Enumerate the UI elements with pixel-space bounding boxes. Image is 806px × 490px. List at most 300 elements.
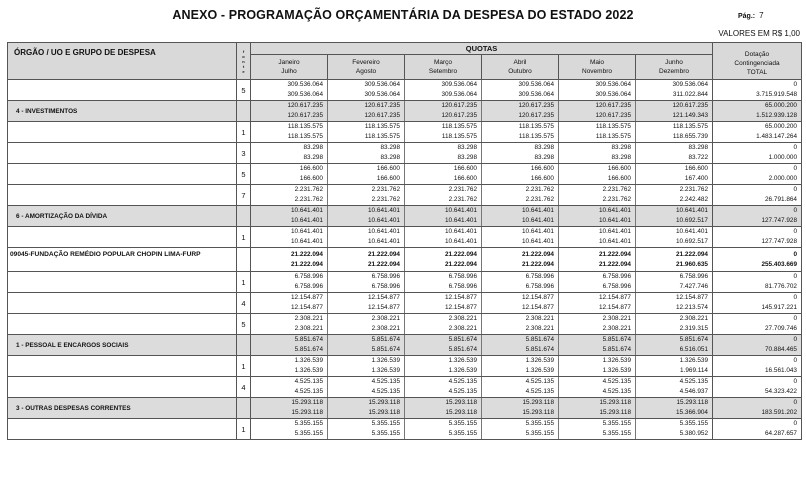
month-label: Setembro (428, 68, 458, 75)
fonte-code: 7 (237, 185, 251, 206)
quota-value-second-semester: 10.641.401 (522, 217, 554, 224)
column-header-org: ÓRGÃO / UO E GRUPO DE DESPESA (8, 43, 237, 80)
total-value: 64.287.657 (765, 430, 797, 437)
quota-value-second-semester: 10.641.401 (291, 238, 323, 245)
quota-value-second-semester: 10.641.401 (368, 217, 400, 224)
quota-value-first-semester: 21.222.094 (445, 250, 477, 258)
quota-value-first-semester: 10.641.401 (599, 207, 631, 214)
quota-value-first-semester: 2.308.221 (448, 315, 477, 322)
row-label: 4 - INVESTIMENTOS (8, 101, 237, 122)
quota-cell (482, 122, 559, 143)
row-label (8, 356, 237, 377)
quota-value-second-semester: 6.758.996 (525, 283, 554, 290)
quota-cell (328, 377, 405, 398)
quota-value-first-semester: 118.135.575 (595, 123, 631, 130)
total-value: 26.791.864 (765, 196, 797, 203)
total-cell (713, 80, 802, 101)
table-body (8, 80, 802, 440)
contingency-value: 0 (793, 250, 797, 258)
fonte-code: 1 (237, 419, 251, 440)
quota-cell (328, 143, 405, 164)
quota-value-second-semester: 2.231.762 (448, 196, 477, 203)
quota-value-first-semester: 15.293.118 (599, 399, 631, 406)
quota-value-second-semester: 6.758.996 (294, 283, 323, 290)
column-header-fonte (237, 43, 251, 80)
quota-value-second-semester: 21.222.094 (599, 260, 631, 268)
quota-cell (405, 335, 482, 356)
total-header-line2: Contingenciada (734, 60, 780, 67)
quota-value-second-semester: 2.308.221 (448, 325, 477, 332)
quota-value-second-semester: 166.600 (530, 175, 554, 182)
quota-value-first-semester: 120.617.235 (595, 102, 631, 109)
quota-value-first-semester: 10.641.401 (291, 207, 323, 214)
quota-cell (405, 398, 482, 419)
quota-value-first-semester: 12.154.877 (291, 294, 323, 301)
quota-cell (559, 101, 636, 122)
quota-value-second-semester: 10.692.517 (676, 217, 708, 224)
quota-cell (251, 377, 328, 398)
quota-value-first-semester: 166.600 (453, 165, 477, 172)
quota-value-first-semester: 83.298 (688, 144, 708, 151)
quota-cell (328, 419, 405, 440)
total-value: 1.000.000 (768, 154, 797, 161)
quota-cell (251, 314, 328, 335)
quota-value-first-semester: 166.600 (530, 165, 554, 172)
quota-value-first-semester: 1.326.539 (371, 357, 400, 364)
quota-value-first-semester: 5.355.155 (602, 420, 631, 427)
fonte-code (237, 206, 251, 227)
quota-cell (328, 272, 405, 293)
quota-value-second-semester: 4.525.135 (294, 388, 323, 395)
column-header-quotas: QUOTAS (251, 43, 713, 55)
quota-value-second-semester: 5.851.674 (371, 346, 400, 353)
total-value: 2.000.000 (768, 175, 797, 182)
row-label: 6 - AMORTIZAÇÃO DA DÍVIDA (8, 206, 237, 227)
quota-value-second-semester: 118.135.575 (518, 133, 554, 140)
contingency-value: 0 (793, 144, 797, 151)
quota-cell (636, 143, 713, 164)
quota-value-first-semester: 6.758.996 (448, 273, 477, 280)
quota-cell (251, 293, 328, 314)
contingency-value: 65.000.200 (765, 123, 797, 130)
quota-value-second-semester: 2.308.221 (602, 325, 631, 332)
quota-value-first-semester: 118.135.575 (441, 123, 477, 130)
quota-cell (328, 293, 405, 314)
month-label: Junho (665, 59, 683, 66)
total-cell (713, 398, 802, 419)
quota-cell (636, 80, 713, 101)
quota-cell (251, 101, 328, 122)
row-label (8, 122, 237, 143)
total-cell (713, 164, 802, 185)
contingency-value: 0 (793, 378, 797, 385)
total-value: 70.884.465 (765, 346, 797, 353)
total-cell (713, 143, 802, 164)
quota-value-second-semester: 10.641.401 (445, 217, 477, 224)
quota-value-first-semester: 1.326.539 (602, 357, 631, 364)
total-value: 1.512.939.128 (756, 112, 797, 119)
quota-cell (636, 248, 713, 272)
quota-value-first-semester: 4.525.135 (602, 378, 631, 385)
quota-value-second-semester: 10.641.401 (291, 217, 323, 224)
fonte-code: 1 (237, 122, 251, 143)
total-cell (713, 293, 802, 314)
quota-cell (328, 227, 405, 248)
total-cell (713, 101, 802, 122)
quota-value-first-semester: 5.355.155 (448, 420, 477, 427)
quota-value-first-semester: 4.525.135 (679, 378, 708, 385)
quota-cell (482, 80, 559, 101)
quota-value-second-semester: 1.326.539 (371, 367, 400, 374)
quota-value-first-semester: 5.851.674 (294, 336, 323, 343)
quota-value-first-semester: 15.293.118 (445, 399, 477, 406)
quota-value-second-semester: 83.298 (457, 154, 477, 161)
quota-cell (251, 143, 328, 164)
quota-value-second-semester: 166.600 (607, 175, 631, 182)
source-row (8, 143, 802, 164)
quota-value-second-semester: 12.154.877 (291, 304, 323, 311)
quota-cell (559, 206, 636, 227)
quota-value-second-semester: 21.222.094 (522, 260, 554, 268)
fonte-code: 1 (237, 227, 251, 248)
page-label: Pág.: (738, 13, 756, 20)
quota-cell (405, 314, 482, 335)
expense-group-row (8, 335, 802, 356)
quota-value-second-semester: 6.758.996 (602, 283, 631, 290)
row-label (8, 227, 237, 248)
quota-value-second-semester: 4.525.135 (602, 388, 631, 395)
quota-value-first-semester: 5.851.674 (679, 336, 708, 343)
table-header-row-1 (8, 43, 802, 55)
quota-cell (559, 314, 636, 335)
quota-cell (405, 248, 482, 272)
fonte-code: 3 (237, 143, 251, 164)
quota-value-first-semester: 6.758.996 (525, 273, 554, 280)
quota-cell (482, 272, 559, 293)
quota-value-second-semester: 1.326.539 (525, 367, 554, 374)
quota-value-first-semester: 309.536.064 (364, 81, 400, 88)
quota-value-second-semester: 166.600 (453, 175, 477, 182)
quota-cell (559, 335, 636, 356)
total-cell (713, 335, 802, 356)
total-cell (713, 185, 802, 206)
quota-value-second-semester: 6.516.051 (679, 346, 708, 353)
quota-cell (482, 164, 559, 185)
report-title: ANEXO - PROGRAMAÇÃO ORÇAMENTÁRIA DA DESPESA DO ESTADO 2022 (172, 8, 634, 22)
row-label (8, 164, 237, 185)
fonte-code (237, 101, 251, 122)
contingency-value: 0 (793, 165, 797, 172)
budget-table (7, 42, 802, 440)
quota-cell (405, 419, 482, 440)
quota-cell (251, 80, 328, 101)
quota-cell (482, 356, 559, 377)
quota-value-second-semester: 1.326.539 (602, 367, 631, 374)
quota-cell (328, 335, 405, 356)
total-value: 81.776.702 (765, 283, 797, 290)
quota-value-first-semester: 4.525.135 (294, 378, 323, 385)
total-cell (713, 314, 802, 335)
total-value: 127.747.928 (761, 238, 797, 245)
quota-cell (405, 122, 482, 143)
quota-value-second-semester: 309.536.064 (595, 91, 631, 98)
quota-value-second-semester: 10.641.401 (368, 238, 400, 245)
quota-cell (482, 398, 559, 419)
quota-cell (559, 143, 636, 164)
quota-cell (636, 164, 713, 185)
quota-cell (636, 398, 713, 419)
quota-cell (482, 314, 559, 335)
quota-cell (328, 356, 405, 377)
quota-value-first-semester: 12.154.877 (445, 294, 477, 301)
quota-cell (559, 356, 636, 377)
quota-value-second-semester: 7.427.746 (679, 283, 708, 290)
fonte-code (237, 398, 251, 419)
fonte-code: 1 (237, 272, 251, 293)
quota-value-first-semester: 10.641.401 (291, 228, 323, 235)
quota-cell (559, 80, 636, 101)
quota-cell (559, 185, 636, 206)
month-label: Dezembro (659, 68, 689, 75)
month-label: Março (433, 59, 453, 66)
total-header-line3: TOTAL (746, 69, 768, 76)
quota-value-first-semester: 1.326.539 (525, 357, 554, 364)
month-label: Abril (513, 59, 527, 66)
source-row (8, 377, 802, 398)
quota-value-second-semester: 15.293.118 (522, 409, 554, 416)
quota-value-second-semester: 10.641.401 (599, 217, 631, 224)
quota-value-second-semester: 15.293.118 (445, 409, 477, 416)
quota-cell (328, 185, 405, 206)
contingency-value: 0 (793, 315, 797, 322)
quota-value-first-semester: 21.222.094 (368, 250, 400, 258)
month-label: Fevereiro (352, 59, 380, 66)
total-header-line1: Dotação (744, 51, 770, 58)
quota-cell (251, 272, 328, 293)
total-cell (713, 122, 802, 143)
quota-cell (559, 419, 636, 440)
quota-cell (251, 335, 328, 356)
quota-value-first-semester: 83.298 (534, 144, 554, 151)
contingency-value: 0 (793, 186, 797, 193)
source-row (8, 80, 802, 101)
quota-value-first-semester: 10.641.401 (445, 207, 477, 214)
quota-cell (482, 185, 559, 206)
total-cell (713, 206, 802, 227)
month-label: Outubro (508, 68, 532, 75)
fonte-header-letter: f (242, 48, 245, 54)
quota-value-first-semester: 6.758.996 (602, 273, 631, 280)
quota-cell (405, 80, 482, 101)
quota-value-second-semester: 10.692.517 (676, 238, 708, 245)
expense-group-row (8, 101, 802, 122)
quota-value-second-semester: 12.213.574 (676, 304, 708, 311)
quota-value-second-semester: 309.536.064 (441, 91, 477, 98)
source-row (8, 227, 802, 248)
quota-value-first-semester: 309.536.064 (287, 81, 323, 88)
quota-value-first-semester: 5.851.674 (371, 336, 400, 343)
quota-cell (251, 356, 328, 377)
expense-group-row (8, 398, 802, 419)
quota-value-first-semester: 15.293.118 (522, 399, 554, 406)
quota-value-first-semester: 1.326.539 (448, 357, 477, 364)
quota-value-second-semester: 5.355.155 (525, 430, 554, 437)
quota-value-first-semester: 2.308.221 (679, 315, 708, 322)
total-value: 255.403.669 (761, 260, 797, 268)
quota-value-first-semester: 118.135.575 (287, 123, 323, 130)
quota-value-first-semester: 118.135.575 (364, 123, 400, 130)
quota-value-second-semester: 166.600 (376, 175, 400, 182)
quota-cell (251, 227, 328, 248)
quota-value-second-semester: 2.231.762 (371, 196, 400, 203)
quota-cell (636, 272, 713, 293)
quota-value-second-semester: 1.326.539 (294, 367, 323, 374)
quota-value-first-semester: 10.641.401 (522, 228, 554, 235)
quota-value-second-semester: 5.355.155 (448, 430, 477, 437)
quota-value-first-semester: 6.758.996 (371, 273, 400, 280)
quota-value-second-semester: 5.851.674 (602, 346, 631, 353)
total-value: 3.715.919.548 (756, 91, 797, 98)
page-number: 7 (759, 11, 764, 20)
quota-value-second-semester: 2.319.315 (679, 325, 708, 332)
quota-cell (251, 122, 328, 143)
quota-cell (636, 122, 713, 143)
quota-cell (405, 164, 482, 185)
quota-cell (559, 122, 636, 143)
quota-cell (559, 248, 636, 272)
quota-value-second-semester: 120.617.235 (518, 112, 554, 119)
fonte-code: 5 (237, 80, 251, 101)
month-label: Maio (589, 59, 605, 66)
quota-value-first-semester: 120.617.235 (287, 102, 323, 109)
quota-value-first-semester: 5.851.674 (448, 336, 477, 343)
quota-value-first-semester: 10.641.401 (368, 207, 400, 214)
row-label (8, 80, 237, 101)
quota-value-second-semester: 4.525.135 (371, 388, 400, 395)
quota-value-second-semester: 309.536.064 (518, 91, 554, 98)
quota-value-first-semester: 10.641.401 (445, 228, 477, 235)
contingency-value: 0 (793, 336, 797, 343)
total-cell (713, 377, 802, 398)
quota-value-first-semester: 2.231.762 (602, 186, 631, 193)
expense-group-row (8, 206, 802, 227)
quota-value-second-semester: 15.293.118 (599, 409, 631, 416)
quota-value-second-semester: 2.231.762 (525, 196, 554, 203)
quota-value-second-semester: 120.617.235 (595, 112, 631, 119)
quota-value-second-semester: 4.546.937 (679, 388, 708, 395)
quota-value-second-semester: 118.135.575 (441, 133, 477, 140)
quota-value-second-semester: 120.617.235 (287, 112, 323, 119)
quota-value-first-semester: 5.355.155 (371, 420, 400, 427)
quota-value-first-semester: 5.851.674 (525, 336, 554, 343)
quota-value-first-semester: 166.600 (684, 165, 708, 172)
quota-value-first-semester: 10.641.401 (522, 207, 554, 214)
quota-value-first-semester: 83.298 (303, 144, 323, 151)
quota-value-first-semester: 15.293.118 (368, 399, 400, 406)
quota-value-first-semester: 2.231.762 (525, 186, 554, 193)
quota-cell (328, 122, 405, 143)
quota-cell (482, 206, 559, 227)
quota-cell (251, 185, 328, 206)
quota-cell (636, 335, 713, 356)
quota-cell (636, 314, 713, 335)
quota-value-second-semester: 167.400 (684, 175, 708, 182)
total-value: 127.747.928 (761, 217, 797, 224)
quota-value-first-semester: 5.355.155 (679, 420, 708, 427)
quota-cell (251, 248, 328, 272)
quota-value-first-semester: 2.231.762 (371, 186, 400, 193)
quota-value-first-semester: 6.758.996 (294, 273, 323, 280)
contingency-value: 0 (793, 399, 797, 406)
quota-value-first-semester: 10.641.401 (676, 228, 708, 235)
quota-value-first-semester: 21.222.094 (599, 250, 631, 258)
quota-value-first-semester: 83.298 (457, 144, 477, 151)
row-label (8, 377, 237, 398)
quota-value-first-semester: 6.758.996 (679, 273, 708, 280)
source-row (8, 122, 802, 143)
quota-value-second-semester: 166.600 (299, 175, 323, 182)
quota-cell (251, 398, 328, 419)
quota-value-second-semester: 83.298 (303, 154, 323, 161)
quota-value-second-semester: 309.536.064 (287, 91, 323, 98)
quota-cell (636, 185, 713, 206)
source-row (8, 185, 802, 206)
quota-value-second-semester: 118.135.575 (287, 133, 323, 140)
quota-value-second-semester: 1.969.114 (680, 367, 708, 374)
quota-value-second-semester: 21.222.094 (368, 260, 400, 268)
fonte-code: 4 (237, 293, 251, 314)
quota-cell (328, 206, 405, 227)
page-indicator (738, 11, 764, 20)
row-label (8, 293, 237, 314)
quota-cell (559, 293, 636, 314)
fonte-header-letter: t (242, 63, 245, 69)
quota-value-first-semester: 10.641.401 (368, 228, 400, 235)
quota-value-first-semester: 10.641.401 (599, 228, 631, 235)
quota-cell (328, 314, 405, 335)
quota-value-first-semester: 309.536.064 (441, 81, 477, 88)
quota-cell (482, 293, 559, 314)
quota-value-first-semester: 21.222.094 (291, 250, 323, 258)
quota-cell (636, 419, 713, 440)
contingency-value: 0 (793, 207, 797, 214)
quota-value-second-semester: 118.135.575 (364, 133, 400, 140)
quota-cell (405, 143, 482, 164)
quota-value-first-semester: 12.154.877 (676, 294, 708, 301)
row-label (8, 272, 237, 293)
row-label (8, 185, 237, 206)
quota-cell (559, 164, 636, 185)
contingency-value: 0 (793, 357, 797, 364)
quota-value-first-semester: 309.536.064 (518, 81, 554, 88)
total-cell (713, 356, 802, 377)
quota-value-second-semester: 5.355.155 (371, 430, 400, 437)
contingency-value: 0 (793, 81, 797, 88)
quota-value-first-semester: 1.326.539 (679, 357, 708, 364)
quota-value-second-semester: 4.525.135 (448, 388, 477, 395)
values-unit-note: VALORES EM R$ 1,00 (718, 29, 800, 38)
quota-value-second-semester: 10.641.401 (445, 238, 477, 245)
quota-cell (251, 419, 328, 440)
quota-value-second-semester: 121.149.343 (672, 112, 708, 119)
total-value: 1.483.147.264 (756, 133, 797, 140)
quota-cell (251, 164, 328, 185)
quota-value-second-semester: 118.655.739 (672, 133, 708, 140)
quota-cell (636, 206, 713, 227)
quota-value-second-semester: 2.308.221 (525, 325, 554, 332)
quota-value-second-semester: 5.851.674 (525, 346, 554, 353)
quota-value-second-semester: 83.298 (534, 154, 554, 161)
